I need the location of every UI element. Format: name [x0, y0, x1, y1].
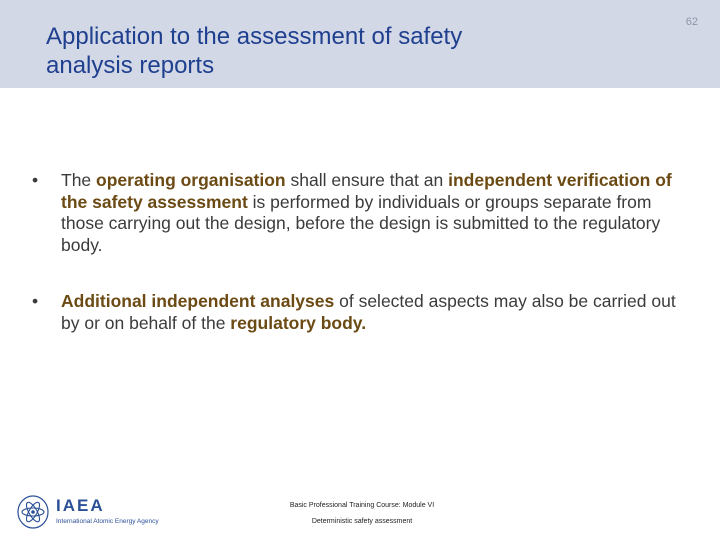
- bullet-highlight: independent verification of the safety assessment: [61, 170, 672, 212]
- iaea-logo: [16, 494, 176, 530]
- logo-subtitle: International Atomic Energy Agency: [56, 518, 159, 525]
- bullet-segment: shall ensure that an: [285, 170, 449, 190]
- bullet-segment: of selected aspects may also be carried out by or on behalf of the: [61, 291, 676, 333]
- bullet-marker: •: [32, 170, 39, 190]
- logo-text: IAEA: [56, 496, 105, 515]
- bullet-highlight: regulatory body.: [230, 312, 367, 333]
- slide-title: [46, 22, 646, 80]
- bullet-item: [32, 291, 692, 334]
- bullet-item: [32, 170, 692, 256]
- bullet-highlight: operating organisation: [96, 170, 286, 190]
- title-line-2: analysis reports: [46, 52, 215, 79]
- bullet-text: [61, 170, 692, 256]
- bullet-segment: is performed by individuals or groups separate from those carrying out the design, before the design is submitted to the regulatory body.: [61, 191, 661, 255]
- title-line-1: Application to the assessment of safety: [46, 23, 463, 50]
- bullet-highlight: Additional independent analyses: [61, 291, 335, 311]
- atom-icon: [16, 494, 50, 530]
- bullet-marker: •: [32, 291, 39, 311]
- bullet-segment: The: [61, 170, 97, 190]
- footer-course: Basic Professional Training Course: Module VI: [289, 502, 435, 509]
- footer-topic: Deterministic safety assessment: [311, 518, 413, 525]
- page-number: 62: [685, 16, 698, 28]
- bullet-list: [32, 170, 692, 369]
- bullet-text: [61, 291, 692, 334]
